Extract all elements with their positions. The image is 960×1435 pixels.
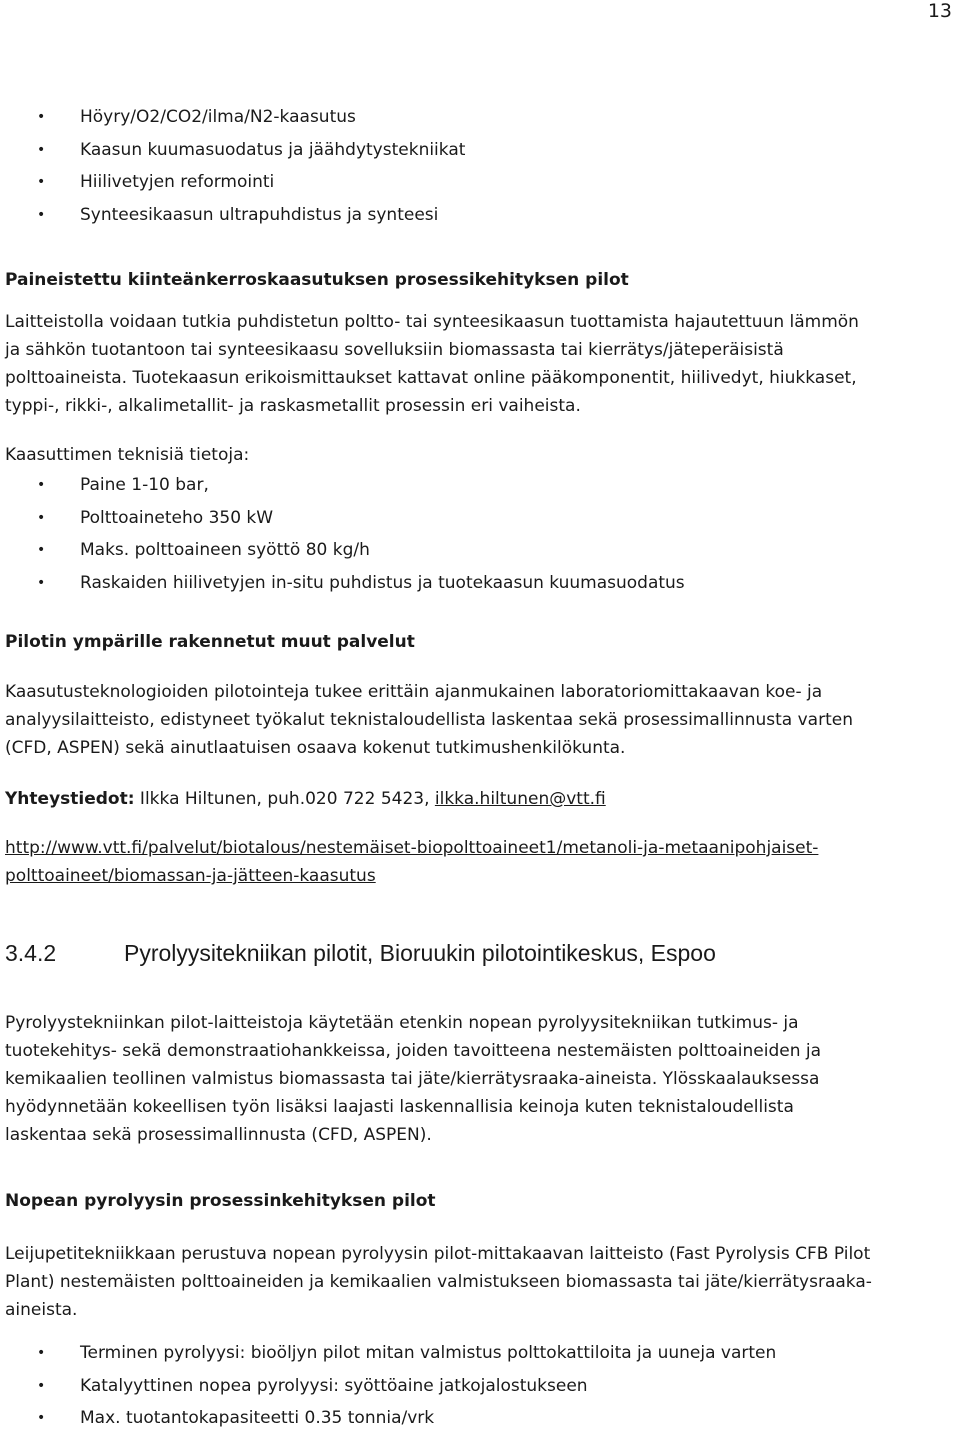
- vtt-service-url-link[interactable]: [5, 834, 952, 890]
- list-item: [0, 166, 960, 199]
- text-line: kemikaalien teollinen valmistus biomassasta tai jäte/kierrätysraaka-aineista. Ylösskaalauksessa: [5, 1069, 820, 1089]
- list-item-text: Maks. polttoaineen syöttö 80 kg/h: [80, 540, 370, 560]
- text-line: Plant) nestemäisten polttoaineiden ja kemikaalien valmistukseen biomassasta tai jäte/kierrätysraaka-: [5, 1272, 872, 1292]
- gasification-topics-list: [0, 101, 960, 231]
- text-line: Pyrolyystekniinkan pilot-laitteistoja käytetään etenkin nopean pyrolyysitekniikan tutkimus- ja: [5, 1013, 799, 1033]
- list-item: [0, 1370, 960, 1403]
- text-line: (CFD, ASPEN) sekä ainutlaatuisen osaava kokenut tutkimushenkilökunta.: [5, 738, 626, 758]
- list-item-text: Kaasun kuumasuodatus ja jäähdytystekniikat: [80, 139, 466, 160]
- list-item-text: Synteesikaasun ultrapuhdistus ja synteesi: [80, 204, 439, 225]
- heading-other-services: Pilotin ympärille rakennetut muut palvelut: [5, 632, 415, 652]
- list-item-text: Polttoaineteho 350 kW: [80, 507, 274, 528]
- text-line: tuotekehitys- sekä demonstraatiohankkeissa, joiden tavoitteena nestemäisten polttoaineiden ja: [5, 1041, 822, 1061]
- list-item-text: Katalyyttinen nopea pyrolyysi: syöttöaine jatkojalostukseen: [80, 1375, 588, 1396]
- bullet-icon: •: [37, 174, 46, 190]
- list-item: [0, 101, 960, 134]
- bullet-icon: •: [37, 1410, 46, 1426]
- technical-data-list: [0, 469, 960, 599]
- text-line: aineista.: [5, 1300, 78, 1320]
- list-item: [0, 567, 960, 600]
- bullet-icon: •: [37, 477, 46, 493]
- contact-line: [5, 785, 952, 813]
- heading-pressurized-gasification-pilot: Paineistettu kiinteänkerroskaasutuksen prosessikehityksen pilot: [5, 270, 629, 290]
- bullet-icon: •: [37, 1377, 46, 1394]
- text-line: typpi-, rikki-, alkalimetallit- ja raskasmetallit prosessin eri vaiheista.: [5, 396, 581, 416]
- list-item-text: Paine 1-10 bar,: [80, 475, 209, 495]
- list-item-text: Höyry/O2/CO2/ilma/N2-kaasutus: [80, 107, 356, 127]
- url-line: http://www.vtt.fi/palvelut/biotalous/nestemäiset-biopolttoaineet1/metanoli-ja-metaanipohjaiset-: [5, 838, 819, 858]
- list-item: [0, 1337, 960, 1370]
- paragraph-services: [5, 678, 952, 762]
- list-item-text: Raskaiden hiilivetyjen in-situ puhdistus ja tuotekaasun kuumasuodatus: [80, 572, 685, 593]
- paragraph-pilot-description: [5, 308, 952, 420]
- bullet-icon: •: [37, 542, 46, 558]
- section-title: Pyrolyysitekniikan pilotit, Bioruukin pilotointikeskus, Espoo: [124, 940, 716, 966]
- contact-text: Ilkka Hiltunen, puh.020 722 5423,: [134, 789, 435, 809]
- contact-email-link[interactable]: ilkka.hiltunen@vtt.fi: [434, 789, 606, 809]
- list-item: [0, 1402, 960, 1435]
- heading-fast-pyrolysis-pilot: Nopean pyrolyysin prosessinkehityksen pilot: [5, 1191, 436, 1211]
- page-number: 13: [927, 0, 952, 22]
- bullet-icon: •: [37, 1345, 46, 1361]
- text-line: analyysilaitteisto, edistyneet työkalut teknistaloudellista laskentaa sekä prosessimallinnusta varten: [5, 710, 853, 730]
- list-item-text: Terminen pyrolyysi: bioöljyn pilot mitan valmistus polttokattiloita ja uuneja varten: [80, 1343, 777, 1363]
- url-line: polttoaineet/biomassan-ja-jätteen-kaasutus: [5, 866, 376, 886]
- bullet-icon: •: [37, 109, 46, 125]
- bullet-icon: •: [37, 509, 46, 526]
- paragraph-fast-pyrolysis: [5, 1240, 952, 1324]
- list-item-text: Max. tuotantokapasiteetti 0.35 tonnia/vrk: [80, 1408, 435, 1428]
- text-line: hyödynnetään kokeellisen työn lisäksi laajasti laskennallisia keinoja kuten teknistaloudellista: [5, 1097, 794, 1117]
- list-item: [0, 469, 960, 502]
- section-heading: [5, 940, 716, 967]
- text-line: Leijupetitekniikkaan perustuva nopean pyrolyysin pilot-mittakaavan laitteisto (Fast Pyrolysis CFB Pilot: [5, 1244, 871, 1264]
- pyrolysis-features-list: [0, 1337, 960, 1435]
- list-item: [0, 502, 960, 535]
- list-item: [0, 199, 960, 232]
- paragraph-pyrolysis-intro: [5, 1009, 952, 1149]
- list-item: [0, 134, 960, 167]
- list-item-text: Hiilivetyjen reformointi: [80, 172, 275, 192]
- text-line: Laitteistolla voidaan tutkia puhdistetun poltto- tai synteesikaasun tuottamista hajautettuun lämmön: [5, 312, 859, 332]
- text-line: Kaasutusteknologioiden pilotointeja tukee erittäin ajanmukainen laboratoriomittakaavan koe- ja: [5, 682, 823, 702]
- bullet-icon: •: [37, 141, 46, 158]
- technical-data-intro: Kaasuttimen teknisiä tietoja:: [5, 445, 250, 465]
- text-line: polttoaineista. Tuotekaasun erikoismittaukset kattavat online pääkomponentit, hiilivedyt, hiukkaset,: [5, 368, 857, 388]
- section-number: 3.4.2: [5, 940, 57, 966]
- text-line: ja sähkön tuotantoon tai synteesikaasu sovelluksiin biomassasta tai kierrätys/jäteperäisistä: [5, 340, 784, 360]
- text-line: laskentaa sekä prosessimallinnusta (CFD, ASPEN).: [5, 1125, 432, 1145]
- contact-label: Yhteystiedot:: [5, 789, 135, 809]
- bullet-icon: •: [37, 574, 46, 591]
- bullet-icon: •: [37, 206, 46, 223]
- list-item: [0, 534, 960, 567]
